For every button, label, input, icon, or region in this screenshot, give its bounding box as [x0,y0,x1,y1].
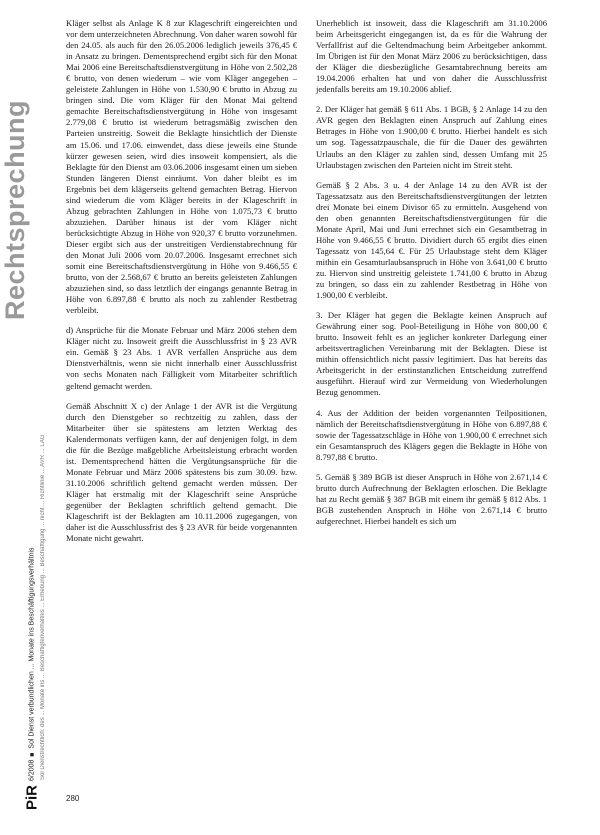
paragraph: 5. Gemäß § 389 BGB ist dieser Anspruch in Höhe von 2.671,14 € brutto durch Aufrechnung der Beklagten erloschen. Die Beklagte hat zu Recht gemäß § 387 BGB mit einem ihr gemäß § 812 Abs. 1 BGB zustehenden Anspruch in Höhe von 2.671,14 € brutto aufgerechnet. Hierbei handelt es sich um [316,471,547,526]
journal-footer [22,547,42,810]
paragraph: Gemäß § 2 Abs. 3 u. 4 der Anlage 14 zu den AVR ist der Tagessatzsatz aus den Bereitschaftsdienstvergütungen der letzten drei Monate bei einem Divisor 65 zu ermitteln. Ausgehend von den oben genannten Bereitschaftsdienstvergütungen für die Monate April, Mai und Juni errechnet sich ein Gesamtbetrag in Höhe von 9.466,55 € brutto. Dividiert durch 65 ergibt dies einen Tagessatz von 145,64 €. Für 25 Urlaubstage steht dem Kläger mithin ein Gesamturlaubsanspruch in Höhe von 3.641,00 € brutto zu. Hiervon sind unstreitig geleistete 1.741,00 € brutto in Abzug zu bringen, so dass ein zu zahlender Restbetrag in Höhe von 1.900,00 € verbleibt. [316,179,547,301]
paragraph: Unerheblich ist insoweit, dass die Klageschrift am 31.10.2006 beim Arbeitsgericht eingegangen ist, da es für die Wahrung der Verfallfrist auf die Geltendmachung beim Arbeitgeber ankommt. Im Übrigen ist für den Monat März 2006 zu berücksichtigen, dass der Kläger die diesbezügliche Gesamtabrechnung bereits am 19.04.2006 erhalten hat und von daher die Ausschlussfrist jedenfalls bereits am 19.10.2006 ablief. [316,18,547,95]
left-column [66,18,297,553]
page-number: 280 [66,794,80,803]
paragraph: 2. Der Kläger hat gemäß § 611 Abs. 1 BGB, § 2 Anlage 14 zu den AVR gegen den Beklagten einen Anspruch auf Zahlung eines Betrages in Höhe von 1.900,00 € brutto. Hierbei handelt es sich um sog. Tagessatzpauschale, die für die Dauer des gewährten Urlaubs an den Kläger zu zahlen sind, dessen Umfang mit 25 Urlaubstagen zwischen den Parteien nicht im Streit steht. [316,104,547,170]
section-title: Rechtsprechung [0,99,30,320]
issue-info: 6/2008 ■ Sol Dienst verbundlichen ... Monate ins Beschäftigungsverhältnis [28,547,36,781]
sidebar-citation: Sol Dienstrechtlich: des ... Monate ins ... Beschäftigtenverhältnis ... Erhebung ... Beschäftigung ... nicht ... Richtlinie ... AVR ... LAG [40,434,46,780]
paragraph: 4. Aus der Addition der beiden vorgenannten Teilpositionen, nämlich der Bereitschaftsdienstvergütung in Höhe von 6.897,88 € sowie der Tagessatzschläge in Höhe von 1.900,00 € errechnet sich ein Gesamtanspruch des Klägers gegen die Beklagte in Höhe von 8.797,88 € brutto. [316,407,547,462]
journal-logo: PiR [23,784,41,810]
right-column [316,18,547,536]
paragraph: Kläger selbst als Anlage K 8 zur Klageschrift eingereichten und vor dem unterzeichneten Abrechnung. Von daher waren sowohl für den 24.05. als auch für den 26.05.2006 lediglich jeweils 376,45 € in Ansatz zu bringen. Dementsprechend ergibt sich für den Monat Mai 2006 eine Bereitschaftsdienstvergütung in Höhe von 2.502,28 € brutto, von denen wiederum – wie vom Kläger angegeben – geleistete Zahlungen in Höhe von 1.530,90 € brutto in Abzug zu bringen sind. Die vom Kläger für den Monat Mai geltend gemachte Bereitschaftsdienstvergütung in Höhe von insgesamt 2.779,08 € brutto ist wiederum betragsmäßig zwischen den Parteien unstreitig. Soweit die Beklagte hinsichtlich der Dienste am 15.06. und 17.06. einwendet, dass diese jeweils eine Stunde kürzer gewesen seien, wird dies insoweit kompensiert, als die Beklagte für den Dienst am 03.06.2006 insgesamt einen um sieben Stunden längeren Dienst einräumt. Von daher bleibt es im Ergebnis bei dem klägerseits geltend gemachten Betrag. Hiervon sind wiederum die vom Kläger bereits in der Klageschrift in Abzug gebrachten Zahlungen in Höhe von 1.075,73 € brutto abzuziehen. Darüber hinaus ist der vom Kläger nicht berücksichtigte Abzug in Höhe von 920,37 € brutto vorzunehmen. Dieser ergibt sich aus der unstreitigen Verdienstabrechnung für den Monat Juli 2006 vom 20.07.2006. Insgesamt errechnet sich somit eine Bereitschaftsdienstvergütung in Höhe von 9.466,55 € brutto, von der 2.568,67 € brutto an bereits geleisteten Zahlungen abzuziehen sind, so dass letztlich der eingangs genannte Betrag in Höhe von 6.897,88 € brutto als noch zu zahlender Restbetrag verbleibt. [66,18,297,316]
paragraph: Gemäß Abschnitt X c) der Anlage 1 der AVR ist die Vergütung durch den Dienstgeber so rechtzeitig zu zahlen, dass der Mitarbeiter über sie spätestens am letzten Werktag des Kalendermonats verfügen kann, der auf denjenigen folgt, in dem die für die Bezüge maßgebliche Arbeitsleistung erbracht worden ist. Dementsprechend hätten die Vergütungsansprüche für die Monate Februar und März 2006 spätestens bis zum 30.09. bzw. 31.10.2006 schriftlich geltend gemacht werden müssen. Der Kläger hat erstmalig mit der Klageschrift seine Ansprüche gegenüber der Beklagten schriftlich geltend gemacht. Die Klageschrift ist der Beklagten am 10.11.2006 zugegangen, von daher ist die Ausschlussfrist des § 23 AVR für beide vorgenannten Monate nicht gewahrt. [66,400,297,544]
paragraph: 3. Der Kläger hat gegen die Beklagte keinen Anspruch auf Gewährung einer sog. Pool-Beteiligung in Höhe von 800,00 € brutto. Insoweit fehlt es an jeglicher konkreter Darlegung einer arbeitsvertraglichen Vereinbarung mit der Beklagten. Diese ist mithin offensichtlich nicht passiv legitimiert. Das hat bereits das Arbeitsgericht in der erstinstanzlichen Entscheidung zutreffend ausgeführt. Hierauf wird zur Vermeidung von Wiederholungen Bezug genommen. [316,310,547,398]
paragraph: d) Ansprüche für die Monate Februar und März 2006 stehen dem Kläger nicht zu. Insoweit greift die Ausschlussfrist in § 23 AVR ein. Gemäß § 23 Abs. 1 AVR verfallen Ansprüche aus dem Dienstverhältnis, wenn sie nicht innerhalb einer Ausschlussfrist von sechs Monaten nach Fälligkeit vom Mitarbeiter schriftlich geltend gemacht werden. [66,325,297,391]
